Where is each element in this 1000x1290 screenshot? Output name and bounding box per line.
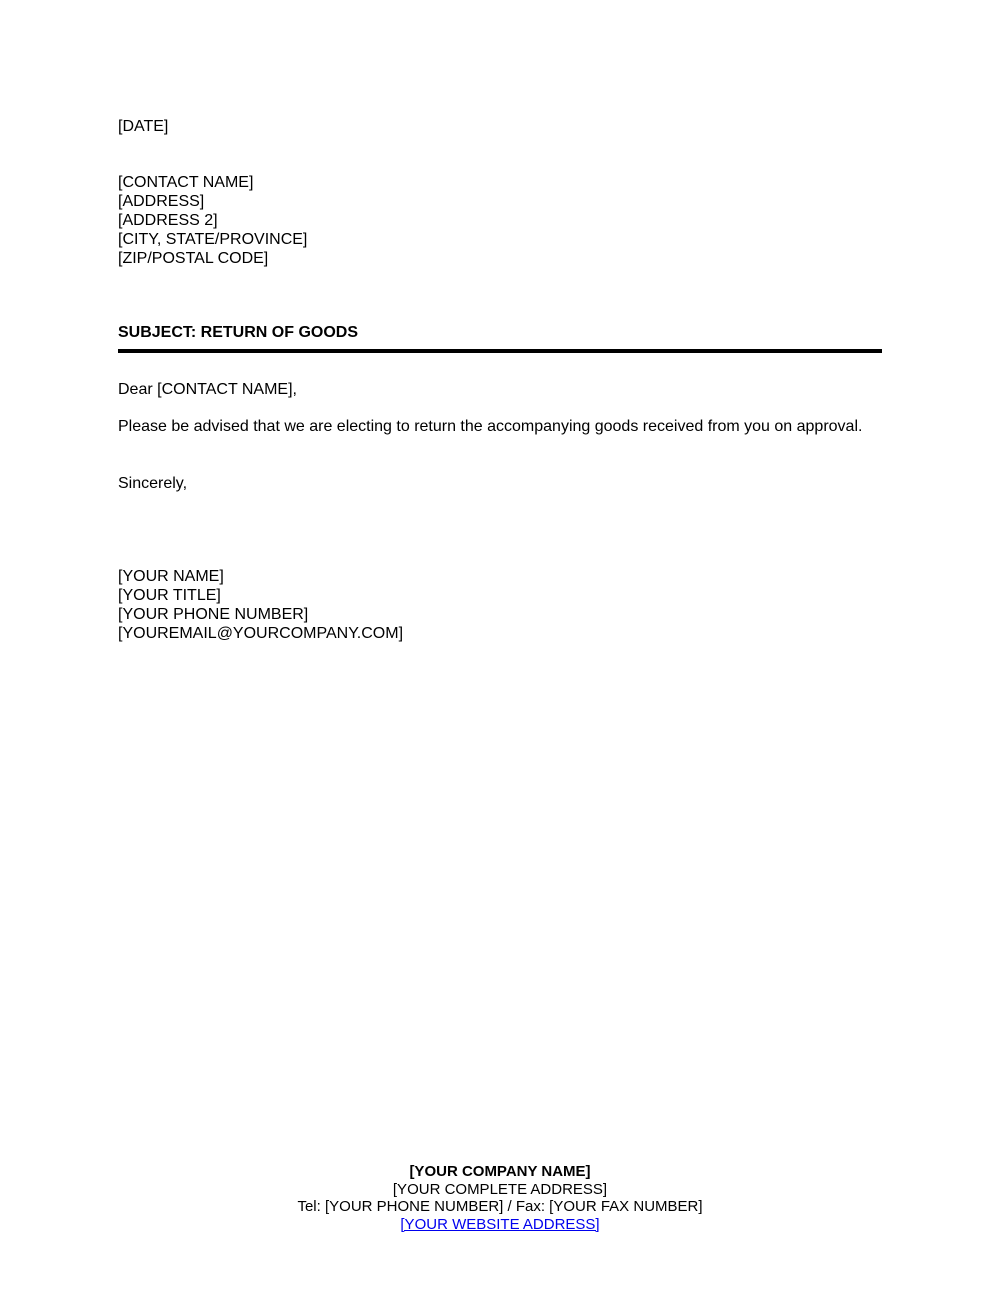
sender-email: [YOUREMAIL@YOURCOMPANY.COM] <box>118 625 404 642</box>
recipient-contact-name: [CONTACT NAME] <box>118 174 254 191</box>
salutation: Dear [CONTACT NAME], <box>118 381 297 398</box>
footer-website-link[interactable]: [YOUR WEBSITE ADDRESS] <box>400 1215 600 1233</box>
subject-divider <box>118 349 882 353</box>
recipient-zip: [ZIP/POSTAL CODE] <box>118 250 269 267</box>
sender-title: [YOUR TITLE] <box>118 587 221 604</box>
footer-company-name: [YOUR COMPANY NAME] <box>409 1163 591 1180</box>
letter-date: [DATE] <box>118 118 169 135</box>
recipient-address: [ADDRESS] <box>118 193 205 210</box>
sender-phone: [YOUR PHONE NUMBER] <box>118 606 309 623</box>
letter-body: Please be advised that we are electing to return the accompanying goods received from you on approval. <box>118 418 863 435</box>
closing: Sincerely, <box>118 475 188 492</box>
letterhead-footer <box>0 1163 1000 1233</box>
recipient-city-state: [CITY, STATE/PROVINCE] <box>118 231 308 248</box>
subject-line: SUBJECT: RETURN OF GOODS <box>118 324 359 341</box>
footer-contact-line: Tel: [YOUR PHONE NUMBER] / Fax: [YOUR FAX NUMBER] <box>297 1198 703 1215</box>
sender-name: [YOUR NAME] <box>118 568 224 585</box>
recipient-address-2: [ADDRESS 2] <box>118 212 218 229</box>
footer-address: [YOUR COMPLETE ADDRESS] <box>392 1180 608 1198</box>
sender-signature-block <box>118 567 403 643</box>
recipient-address-block <box>118 173 307 268</box>
